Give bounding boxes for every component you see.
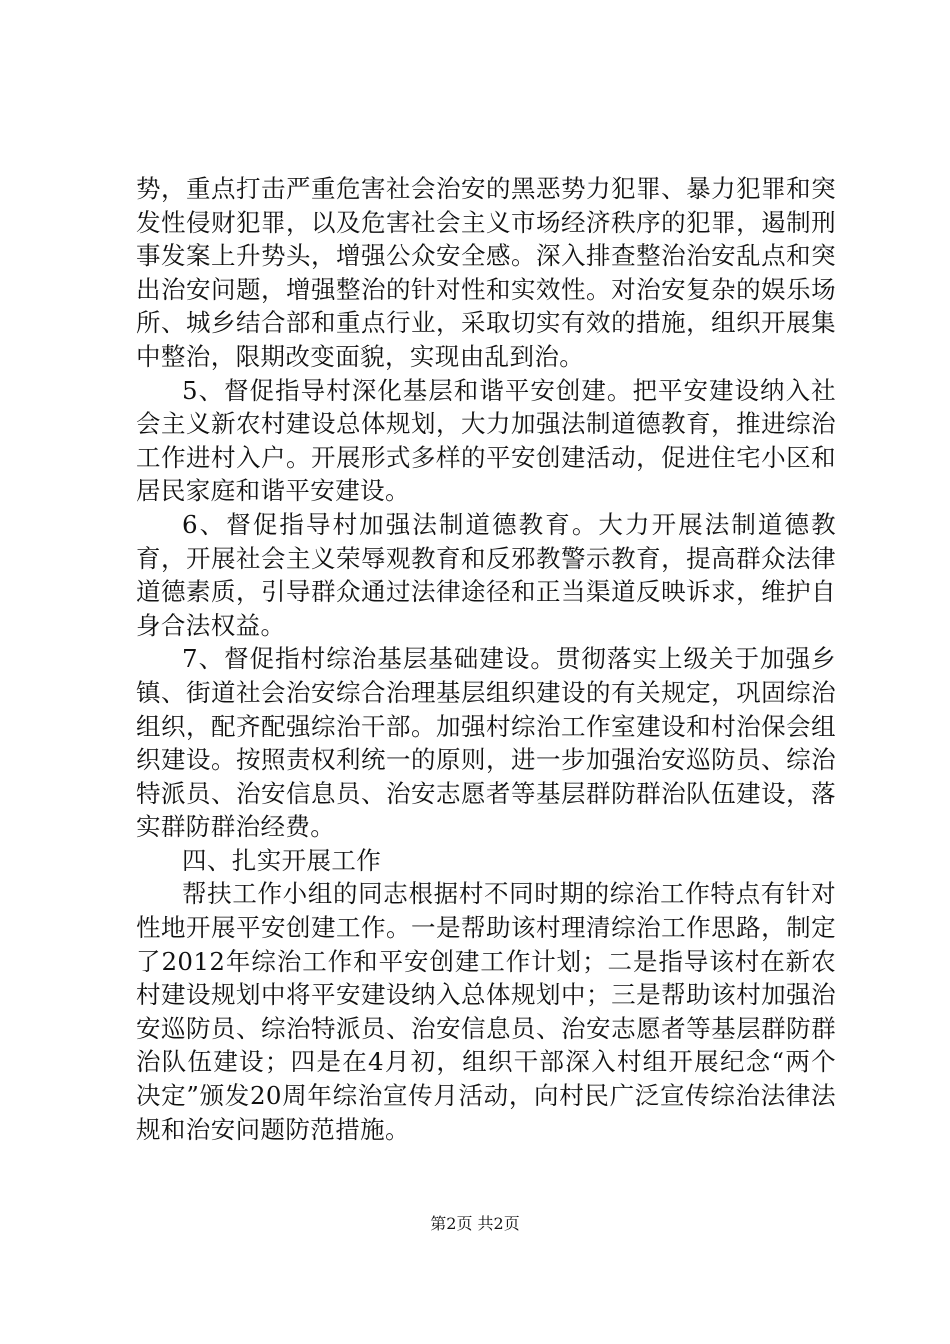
paragraph-item-6: 6、督促指导村加强法制道德教育。大力开展法制道德教育，开展社会主义荣辱观教育和反邪教警示教育，提高群众法律道德素质，引导群众通过法律途径和正当渠道反映诉求，维护自身合法权益。 (136, 509, 836, 640)
paragraph-item-7: 7、督促指村综治基层基础建设。贯彻落实上级关于加强乡镇、街道社会治安综合治理基层组织建设的有关规定，巩固综治组织，配齐配强综治干部。加强村综治工作室建设和村治保会组织建设。按照责权利统一的原则，进一步加强治安巡防员、综治特派员、治安信息员、治安志愿者等基层群防群治队伍建设，落实群防群治经费。 (136, 644, 836, 842)
paragraph-item-5: 5、督促指导村深化基层和谐平安创建。把平安建设纳入社会主义新农村建设总体规划，大力加强法制道德教育，推进综治工作进村入户。开展形式多样的平安创建活动，促进住宅小区和居民家庭和谐平安建设。 (136, 375, 836, 506)
paragraph-work-summary: 帮扶工作小组的同志根据村不同时期的综治工作特点有针对性地开展平安创建工作。一是帮助该村理清综治工作思路，制定了2012年综治工作和平安创建工作计划；二是指导该村在新农村建设规划中将平安建设纳入总体规划中；三是帮助该村加强治安巡防员、综治特派员、治安信息员、治安志愿者等基层群防群治队伍建设；四是在4月初，组织干部深入村组开展纪念“两个决定”颁发20周年综治宣传月活动，向村民广泛宣传综治法律法规和治安问题防范措施。 (136, 879, 836, 1144)
paragraph-continuation: 势，重点打击严重危害社会治安的黑恶势力犯罪、暴力犯罪和突发性侵财犯罪，以及危害社会主义市场经济秩序的犯罪，遏制刑事发案上升势头，增强公众安全感。深入排查整治治安乱点和突出治安问题，增强整治的针对性和实效性。对治安复杂的娱乐场所、城乡结合部和重点行业，采取切实有效的措施，组织开展集中整治，限期改变面貌，实现由乱到治。 (136, 174, 836, 371)
section-heading: 四、扎实开展工作 (182, 845, 382, 875)
document-body (136, 172, 836, 1146)
page-footer: 第2页 共2页 (430, 1214, 520, 1233)
